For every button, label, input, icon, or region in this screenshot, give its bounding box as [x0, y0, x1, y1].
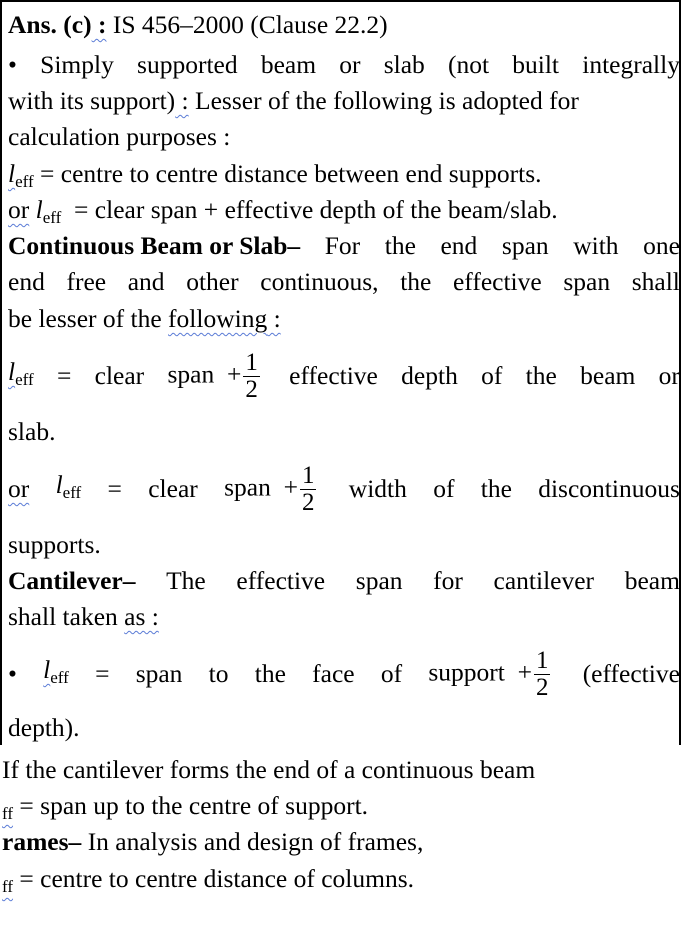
simply-line-3: calculation purposes :: [8, 122, 231, 151]
outside-line-4: $_{ff}$ = centre to centre distance of columns.: [2, 864, 414, 896]
cantilever-line-1: Cantilever– The effective span for cantilever beam: [8, 566, 680, 595]
continuous-line-2: end free and other continuous, the effective span shall: [8, 267, 680, 296]
cantilever-formula-end: depth).: [8, 713, 80, 742]
cantilever-title: Cantilever–: [8, 566, 136, 595]
continuous-formula-1-end: slab.: [8, 417, 56, 446]
frames-title: rames–: [2, 827, 82, 856]
simply-line-2: with its support) : Lesser of the following is adopted for: [8, 86, 579, 115]
cantilever-formula: • $l_{eff}$ = span to the face of support + $\frac{1}{2}$ (effective: [8, 646, 680, 701]
answer-header: [8, 10, 680, 40]
cantilever-line-2: shall taken as :: [8, 602, 159, 631]
outside-line-2: $_{ff}$ = span up to the centre of support.: [2, 791, 369, 823]
continuous-line-1: Continuous Beam or Slab– For the end span with one: [8, 231, 680, 260]
fraction-one-half: $\frac{1}{2}$: [301, 461, 315, 516]
outside-line-1: If the cantilever forms the end of a continuous beam: [2, 755, 536, 784]
continuous-formula-2: or $l_{eff}$ = clear span + $\frac{1}{2}$ width of the discontinuous: [8, 461, 680, 516]
answer-label: Ans. (c) :: [8, 10, 107, 39]
simply-formula-1: $l_{eff}$ = centre to centre distance between end supports.: [8, 159, 542, 191]
continuous-title: Continuous Beam or Slab–: [8, 231, 301, 260]
continuous-line-3: be lesser of the following :: [8, 304, 281, 333]
outside-line-3: rames– In analysis and design of frames,: [2, 827, 424, 856]
simply-line-1: • Simply supported beam or slab (not built integrally: [8, 50, 680, 79]
code-reference: IS 456–2000 (Clause 22.2): [106, 10, 388, 39]
continuous-formula-2-end: supports.: [8, 530, 101, 559]
simply-formula-2: or $l_{eff}$ = clear span + effective depth of the beam/slab.: [8, 195, 558, 227]
continuous-formula-1: $l_{eff}$ = clear span + $\frac{1}{2}$ effective depth of the beam or: [8, 348, 680, 403]
fraction-one-half: $\frac{1}{2}$: [535, 646, 549, 701]
fraction-one-half: $\frac{1}{2}$: [245, 348, 258, 403]
